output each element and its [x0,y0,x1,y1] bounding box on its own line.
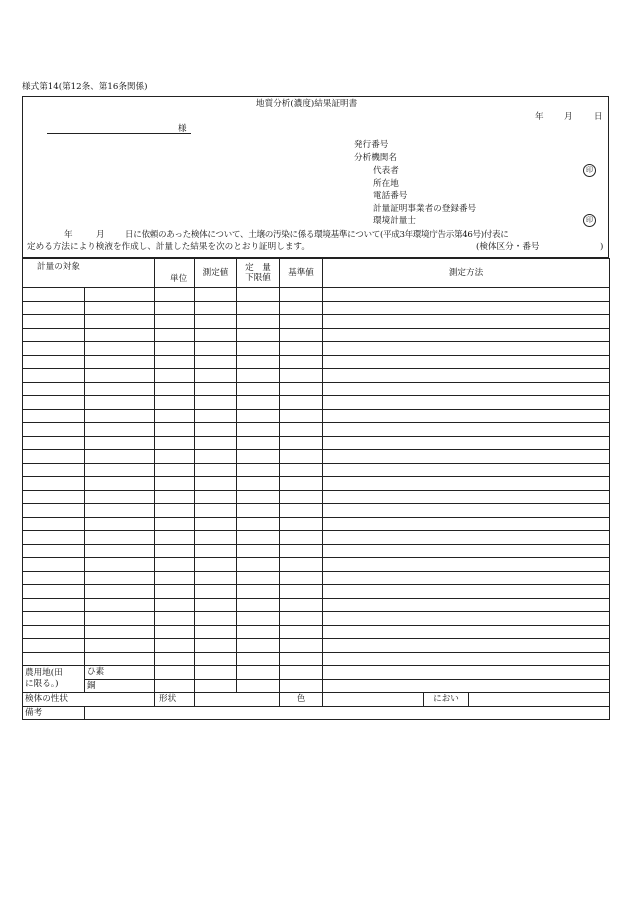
cell-method[interactable] [323,558,610,572]
cell-unit[interactable] [155,450,195,464]
cell-method[interactable] [323,477,610,491]
cell-method[interactable] [323,342,610,356]
cell-standard[interactable] [280,639,323,653]
arsenic-standard-cell[interactable] [280,666,323,680]
cell-target-name[interactable] [23,396,85,410]
cell-target-name[interactable] [23,558,85,572]
cell-unit[interactable] [155,504,195,518]
cell-standard[interactable] [280,382,323,396]
cell-target-name[interactable] [23,477,85,491]
cell-measured[interactable] [195,342,237,356]
cell-target-sub[interactable] [85,301,155,315]
color-label: 色 [280,693,323,707]
farmland-copper-row [23,679,610,693]
cell-method[interactable] [323,517,610,531]
cell-method[interactable] [323,612,610,626]
copper-limit-cell[interactable] [237,679,280,693]
cell-measured[interactable] [195,612,237,626]
cell-unit[interactable] [155,301,195,315]
cell-unit[interactable] [155,612,195,626]
cell-limit[interactable] [237,585,280,599]
cell-limit[interactable] [237,342,280,356]
arsenic-measured-cell[interactable] [195,666,237,680]
cell-target-name[interactable] [23,315,85,329]
cell-target-name[interactable] [23,652,85,666]
cell-method[interactable] [323,450,610,464]
header-limit [237,259,280,288]
date-month: 月 [564,112,573,122]
table-row [23,585,610,599]
cell-target-sub[interactable] [85,490,155,504]
cell-target-name[interactable] [23,409,85,423]
cell-limit[interactable] [237,382,280,396]
farmland-label [23,666,85,693]
cell-measured[interactable] [195,409,237,423]
cell-limit[interactable] [237,625,280,639]
cell-standard[interactable] [280,571,323,585]
cell-limit[interactable] [237,477,280,491]
cell-measured[interactable] [195,301,237,315]
form-reference: 様式第14(第12条、第16条関係) [22,82,148,92]
cell-target-sub[interactable] [85,450,155,464]
cell-unit[interactable] [155,598,195,612]
cell-standard[interactable] [280,612,323,626]
cell-measured[interactable] [195,571,237,585]
header-standard: 基準値 [280,259,323,288]
cell-limit[interactable] [237,652,280,666]
cell-target-name[interactable] [23,585,85,599]
header-measured: 測定値 [195,259,237,288]
cell-unit[interactable] [155,517,195,531]
shape-label: 形状 [155,693,195,707]
copper-method-cell[interactable] [323,679,610,693]
cell-standard[interactable] [280,652,323,666]
cell-measured[interactable] [195,463,237,477]
cell-target-sub[interactable] [85,558,155,572]
cell-standard[interactable] [280,625,323,639]
cell-target-sub[interactable] [85,517,155,531]
cell-limit[interactable] [237,639,280,653]
cell-standard[interactable] [280,477,323,491]
cell-target-sub[interactable] [85,571,155,585]
cell-method[interactable] [323,625,610,639]
measurer-seal-icon: 印 [583,214,596,227]
cell-limit[interactable] [237,328,280,342]
cell-unit[interactable] [155,436,195,450]
header-limit-line-1: 定 量 [245,263,271,273]
remarks-row [23,706,610,720]
cell-standard[interactable] [280,369,323,383]
cell-target-sub[interactable] [85,396,155,410]
cell-unit[interactable] [155,396,195,410]
cell-standard[interactable] [280,355,323,369]
cell-unit[interactable] [155,315,195,329]
cell-target-name[interactable] [23,612,85,626]
cell-target-sub[interactable] [85,342,155,356]
cell-method[interactable] [323,369,610,383]
cell-target-sub[interactable] [85,436,155,450]
copper-unit-cell[interactable] [155,679,195,693]
cell-target-name[interactable] [23,423,85,437]
cell-measured[interactable] [195,639,237,653]
cell-unit[interactable] [155,382,195,396]
cell-limit[interactable] [237,571,280,585]
cell-target-name[interactable] [23,490,85,504]
institution-name-label: 分析機関名 [354,153,397,163]
table-row [23,544,610,558]
cell-target-sub[interactable] [85,355,155,369]
header-unit [155,259,195,288]
table-row [23,652,610,666]
cell-measured[interactable] [195,369,237,383]
header-target-label: 計量の対象 [37,262,80,272]
cell-unit[interactable] [155,342,195,356]
issue-number-label: 発行番号 [354,140,389,150]
cell-standard[interactable] [280,585,323,599]
cell-unit[interactable] [155,585,195,599]
cell-method[interactable] [323,571,610,585]
arsenic-unit-cell[interactable] [155,666,195,680]
cell-method[interactable] [323,585,610,599]
farmland-label-line-2: に限る。) [25,679,59,689]
statement-year: 年 [64,230,73,240]
representative-seal-icon: 印 [583,164,596,177]
cell-method[interactable] [323,504,610,518]
arsenic-limit-cell[interactable] [237,666,280,680]
copper-label: 銅 [85,679,155,693]
cell-limit[interactable] [237,558,280,572]
shape-value-cell[interactable] [195,693,280,707]
cell-method[interactable] [323,490,610,504]
cell-target-name[interactable] [23,639,85,653]
cell-unit[interactable] [155,288,195,302]
cell-measured[interactable] [195,544,237,558]
cell-unit[interactable] [155,355,195,369]
cell-limit[interactable] [237,598,280,612]
table-row [23,477,610,491]
cell-method[interactable] [323,463,610,477]
table-row [23,531,610,545]
addressee-line[interactable] [47,133,191,134]
cell-method[interactable] [323,396,610,410]
measurement-table [22,258,610,720]
table-row [23,301,610,315]
cell-standard[interactable] [280,558,323,572]
table-row [23,436,610,450]
cell-unit[interactable] [155,625,195,639]
cell-target-name[interactable] [23,288,85,302]
cell-limit[interactable] [237,369,280,383]
cell-standard[interactable] [280,598,323,612]
statement-month: 月 [96,230,105,240]
cell-measured[interactable] [195,558,237,572]
cell-target-sub[interactable] [85,409,155,423]
cell-limit[interactable] [237,288,280,302]
remarks-label: 備考 [23,706,85,720]
header-unit-label: 単位 [170,274,188,284]
table-row [23,463,610,477]
table-row [23,342,610,356]
cell-target-sub[interactable] [85,598,155,612]
cell-standard[interactable] [280,315,323,329]
cell-unit[interactable] [155,369,195,383]
table-row [23,369,610,383]
table-row [23,612,610,626]
header-method: 測定方法 [323,259,610,288]
cell-unit[interactable] [155,544,195,558]
cell-target-sub[interactable] [85,315,155,329]
sample-properties-row [23,693,610,707]
cell-standard[interactable] [280,436,323,450]
cell-standard[interactable] [280,504,323,518]
cell-limit[interactable] [237,423,280,437]
cell-target-sub[interactable] [85,382,155,396]
cell-target-name[interactable] [23,531,85,545]
cell-measured[interactable] [195,490,237,504]
cell-unit[interactable] [155,409,195,423]
cell-measured[interactable] [195,504,237,518]
representative-label: 代表者 [373,166,399,176]
document-title: 地質分析(濃度)結果証明書 [256,99,358,109]
table-row [23,315,610,329]
cell-standard[interactable] [280,463,323,477]
table-row [23,382,610,396]
cell-target-sub[interactable] [85,369,155,383]
table-row [23,288,610,302]
cell-target-sub[interactable] [85,288,155,302]
cell-target-sub[interactable] [85,585,155,599]
cell-measured[interactable] [195,315,237,329]
remarks-value-cell[interactable] [85,706,610,720]
table-row [23,558,610,572]
cell-target-sub[interactable] [85,477,155,491]
cell-unit[interactable] [155,652,195,666]
cell-measured[interactable] [195,450,237,464]
table-row [23,396,610,410]
sample-class-close: ) [600,242,604,252]
sample-class-open: (検体区分・番号 [476,242,540,252]
cell-method[interactable] [323,652,610,666]
cell-limit[interactable] [237,355,280,369]
phone-label: 電話番号 [373,191,408,201]
cell-target-name[interactable] [23,517,85,531]
cell-method[interactable] [323,436,610,450]
cell-measured[interactable] [195,436,237,450]
cell-target-name[interactable] [23,625,85,639]
statement-line-2: 定める方法により検液を作成し、計量した結果を次のとおり証明します。 [27,242,310,252]
cell-method[interactable] [323,315,610,329]
cell-unit[interactable] [155,463,195,477]
cell-target-sub[interactable] [85,531,155,545]
statement-line-1: 日に依頼のあった検体について、土壌の汚染に係る環境基準について(平成3年環境庁告示第46号)付表に [125,230,509,240]
cell-method[interactable] [323,639,610,653]
table-row [23,639,610,653]
cell-standard[interactable] [280,544,323,558]
cell-standard[interactable] [280,396,323,410]
cell-measured[interactable] [195,652,237,666]
cell-unit[interactable] [155,571,195,585]
cell-target-name[interactable] [23,369,85,383]
cell-unit[interactable] [155,423,195,437]
cell-limit[interactable] [237,531,280,545]
cell-target-sub[interactable] [85,544,155,558]
table-row [23,598,610,612]
cell-standard[interactable] [280,490,323,504]
cell-measured[interactable] [195,517,237,531]
cell-limit[interactable] [237,612,280,626]
cell-target-sub[interactable] [85,652,155,666]
cell-target-name[interactable] [23,571,85,585]
cell-limit[interactable] [237,436,280,450]
cell-standard[interactable] [280,409,323,423]
cell-measured[interactable] [195,328,237,342]
sample-properties-label: 検体の性状 [23,693,155,707]
registration-label: 計量証明事業者の登録番号 [373,204,477,214]
cell-target-sub[interactable] [85,639,155,653]
cell-measured[interactable] [195,625,237,639]
cell-measured[interactable] [195,477,237,491]
cell-target-sub[interactable] [85,612,155,626]
arsenic-method-cell[interactable] [323,666,610,680]
cell-measured[interactable] [195,396,237,410]
cell-target-name[interactable] [23,342,85,356]
cell-standard[interactable] [280,342,323,356]
cell-limit[interactable] [237,544,280,558]
farmland-label-line-1: 農用地(田 [25,668,63,678]
copper-measured-cell[interactable] [195,679,237,693]
odor-label: におい [424,693,469,707]
cell-target-name[interactable] [23,436,85,450]
table-row [23,517,610,531]
cell-limit[interactable] [237,490,280,504]
cell-target-name[interactable] [23,463,85,477]
arsenic-label: ひ素 [85,666,155,680]
cell-target-sub[interactable] [85,328,155,342]
cell-unit[interactable] [155,558,195,572]
cell-measured[interactable] [195,598,237,612]
table-row [23,625,610,639]
cell-measured[interactable] [195,585,237,599]
table-row [23,409,610,423]
cell-target-name[interactable] [23,328,85,342]
cell-method[interactable] [323,301,610,315]
cell-method[interactable] [323,598,610,612]
addressee-suffix: 様 [178,124,187,134]
cell-unit[interactable] [155,477,195,491]
cell-target-sub[interactable] [85,625,155,639]
cell-method[interactable] [323,531,610,545]
cell-target-name[interactable] [23,301,85,315]
cell-target-sub[interactable] [85,504,155,518]
cell-standard[interactable] [280,288,323,302]
table-row [23,490,610,504]
cell-measured[interactable] [195,288,237,302]
cell-target-name[interactable] [23,544,85,558]
cell-method[interactable] [323,328,610,342]
cell-limit[interactable] [237,504,280,518]
cell-standard[interactable] [280,328,323,342]
cell-unit[interactable] [155,490,195,504]
cell-standard[interactable] [280,423,323,437]
cell-measured[interactable] [195,382,237,396]
address-label: 所在地 [373,179,399,189]
color-value-cell[interactable] [323,693,424,707]
table-row [23,571,610,585]
cell-limit[interactable] [237,315,280,329]
cell-method[interactable] [323,423,610,437]
cell-standard[interactable] [280,517,323,531]
table-row [23,355,610,369]
table-row [23,450,610,464]
cell-method[interactable] [323,288,610,302]
date-year: 年 [535,112,544,122]
cell-standard[interactable] [280,301,323,315]
cell-measured[interactable] [195,355,237,369]
cell-limit[interactable] [237,409,280,423]
cell-target-name[interactable] [23,382,85,396]
cell-standard[interactable] [280,450,323,464]
date-day: 日 [594,112,603,122]
measurer-label: 環境計量士 [373,216,416,226]
cell-target-name[interactable] [23,598,85,612]
cell-measured[interactable] [195,423,237,437]
cell-method[interactable] [323,355,610,369]
cell-limit[interactable] [237,396,280,410]
odor-value-cell[interactable] [469,693,610,707]
cell-limit[interactable] [237,301,280,315]
cell-target-sub[interactable] [85,423,155,437]
cell-unit[interactable] [155,328,195,342]
cell-standard[interactable] [280,531,323,545]
header-target [23,259,155,288]
cell-target-name[interactable] [23,504,85,518]
cell-target-sub[interactable] [85,463,155,477]
cell-measured[interactable] [195,531,237,545]
table-header-row [23,259,610,288]
cell-unit[interactable] [155,531,195,545]
cell-method[interactable] [323,544,610,558]
cell-limit[interactable] [237,450,280,464]
cell-limit[interactable] [237,517,280,531]
table-row [23,328,610,342]
farmland-arsenic-row [23,666,610,680]
table-row [23,504,610,518]
header-limit-line-2: 下限値 [245,273,271,283]
cell-limit[interactable] [237,463,280,477]
cell-method[interactable] [323,409,610,423]
cell-target-name[interactable] [23,450,85,464]
copper-standard-cell[interactable] [280,679,323,693]
cell-unit[interactable] [155,639,195,653]
cell-target-name[interactable] [23,355,85,369]
cell-method[interactable] [323,382,610,396]
table-row [23,423,610,437]
